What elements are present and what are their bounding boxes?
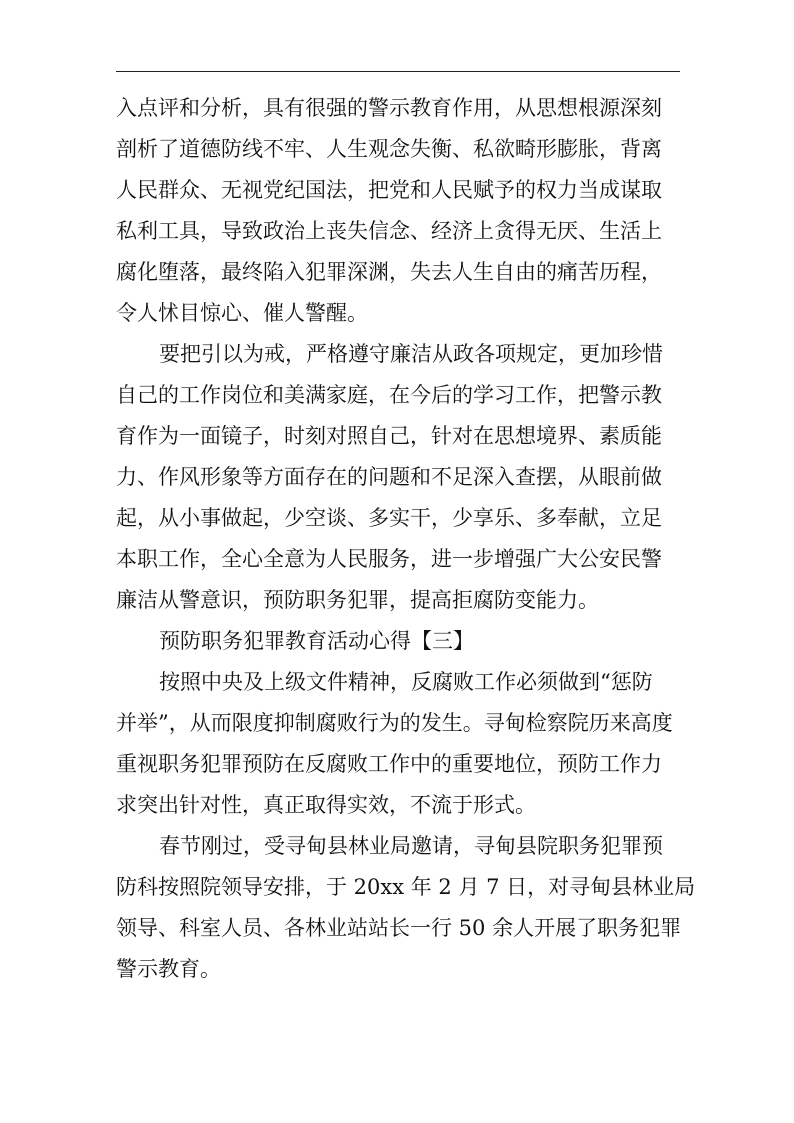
text-line-1: 入点评和分析，具有很强的警示教育作用，从思想根源深刻 xyxy=(116,96,662,120)
text-line-15: 按照中央及上级文件精神，反腐败工作必须做到“惩防 xyxy=(159,670,653,694)
text-line-11: 起，从小事做起，少空谈、多实干，少享乐、多奉献，立足 xyxy=(116,506,662,530)
text-line-5: 腐化堕落，最终陷入犯罪深渊，失去人生自由的痛苦历程， xyxy=(116,260,662,284)
text-line-7: 要把引以为戒，严格遵守廉洁从政各项规定，更加珍惜 xyxy=(159,342,663,366)
text-line-8: 自己的工作岗位和美满家庭，在今后的学习工作，把警示教 xyxy=(116,383,662,407)
text-line-2: 剖析了道德防线不牢、人生观念失衡、私欲畸形膨胀，背离 xyxy=(116,137,662,161)
text-line-18: 求突出针对性，真正取得实效，不流于形式。 xyxy=(116,793,536,817)
document-body xyxy=(116,88,696,990)
text-line-22: 警示教育。 xyxy=(116,957,221,981)
text-line-21: 领导、科室人员、各林业站站长一行 50 余人开展了职务犯罪 xyxy=(116,916,682,940)
text-line-3: 人民群众、无视党纪国法，把党和人民赋予的权力当成谋取 xyxy=(116,178,662,202)
text-line-12: 本职工作，全心全意为人民服务，进一步增强广大公安民警 xyxy=(116,547,662,571)
text-line-16: 并举”，从而限度抑制腐败行为的发生。寻甸检察院历来高度 xyxy=(116,711,673,735)
text-line-4: 私利工具，导致政治上丧失信念、经济上贪得无厌、生活上 xyxy=(116,219,662,243)
text-line-19: 春节刚过，受寻甸县林业局邀请，寻甸县院职务犯罪预 xyxy=(159,834,663,858)
section-heading: 预防职务犯罪教育活动心得【三】 xyxy=(159,629,474,653)
text-line-13: 廉洁从警意识，预防职务犯罪，提高拒腐防变能力。 xyxy=(116,588,599,612)
header-rule xyxy=(116,71,680,72)
text-line-20: 防科按照院领导安排，于 20xx 年 2 月 7 日，对寻甸县林业局 xyxy=(116,875,696,899)
text-line-9: 育作为一面镜子，时刻对照自己，针对在思想境界、素质能 xyxy=(116,424,662,448)
text-line-10: 力、作风形象等方面存在的问题和不足深入查摆，从眼前做 xyxy=(116,465,662,489)
text-line-17: 重视职务犯罪预防在反腐败工作中的重要地位，预防工作力 xyxy=(116,752,662,776)
text-line-6: 令人怵目惊心、催人警醒。 xyxy=(116,301,368,325)
